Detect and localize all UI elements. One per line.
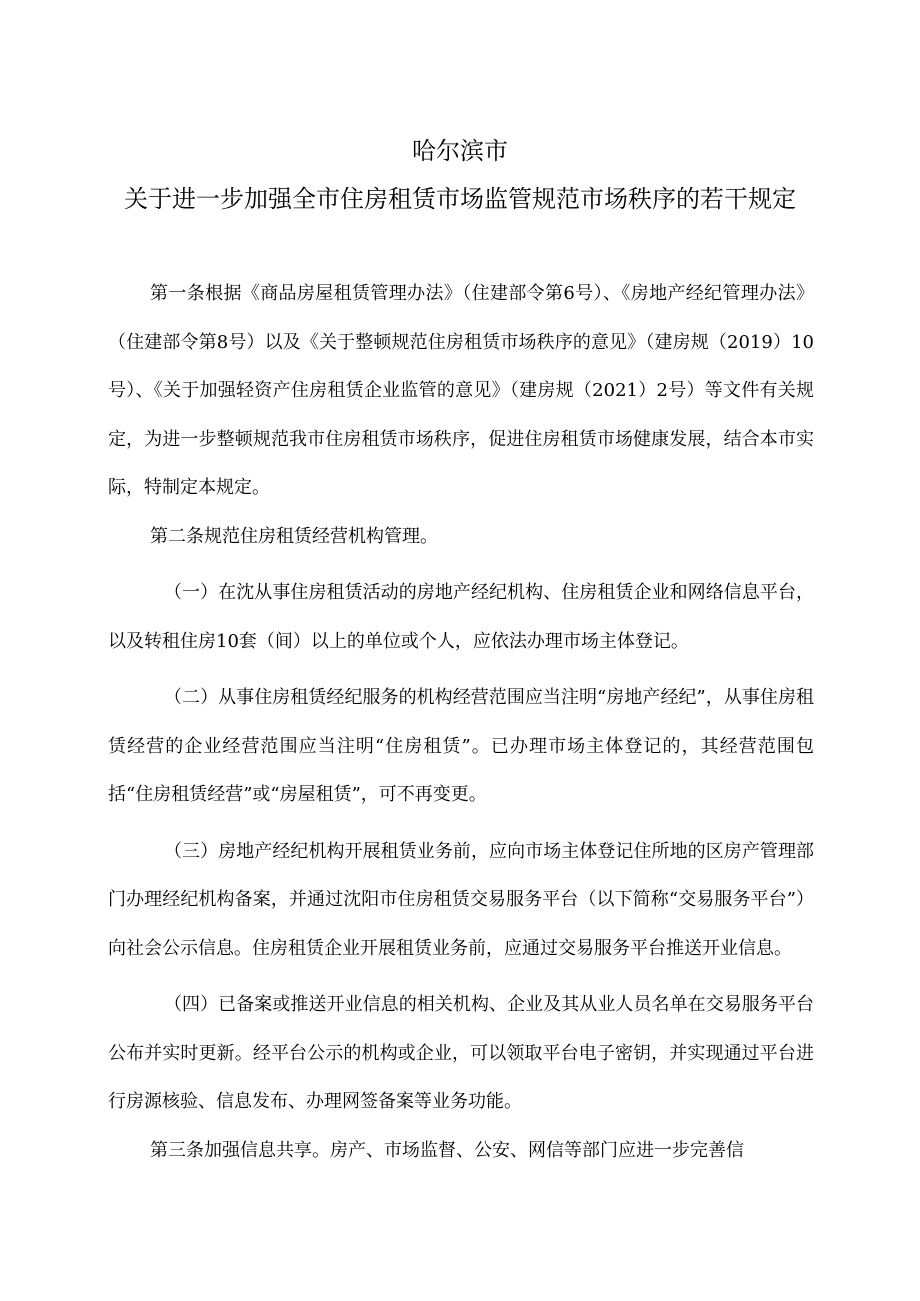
document-body: [108, 270, 814, 1175]
article-2-item-4: （四）已备案或推送开业信息的相关机构、企业及其从业人员名单在交易服务平台公布并实时更新。经平台公示的机构或企业，可以领取平台电子密钥，并实现通过平台进行房源核验、信息发布、办理网签备案等业务功能。: [108, 994, 814, 1112]
article-2-item-1: （一）在沈从事住房租赁活动的房地产经纪机构、住房租赁企业和网络信息平台，以及转租住房10套（间）以上的单位或个人，应依法办理市场主体登记。: [108, 582, 814, 652]
article-3-paragraph: 第三条加强信息共享。房产、市场监督、公安、网信等部门应进一步完善信: [150, 1139, 744, 1161]
article-2-item-3: （三）房地产经纪机构开展租赁业务前，应向市场主体登记住所地的区房产管理部门办理经纪机构备案，并通过沈阳市住房租赁交易服务平台（以下简称“交易服务平台”）向社会公示信息。住房租赁企业开展租赁业务前，应通过交易服务平台推送开业信息。: [108, 840, 814, 959]
article-1-paragraph: 第一条根据《商品房屋租赁管理办法》（住建部令第6号）、《房地产经纪管理办法》（住建部令第8号）以及《关于整顿规范住房租赁市场秩序的意见》（建房规（2019）10号）、《关于加强轻资产住房租赁企业监管的意见》（建房规（2021）2号）等文件有关规定，为进一步整顿规范我市住房租赁市场秩序，促进住房租赁市场健康发展，结合本市实际，特制定本规定。: [108, 283, 814, 498]
document-title: 关于进一步加强全市住房租赁市场监管规范市场秩序的若干规定: [124, 185, 796, 213]
article-2-item-2: （二）从事住房租赁经纪服务的机构经营范围应当注明“房地产经纪”，从事住房租赁经营的企业经营范围应当注明“住房租赁”。已办理市场主体登记的，其经营范围包括“住房租赁经营”或“房屋租赁”，可不再变更。: [108, 687, 814, 805]
document-title-city: 哈尔滨市: [412, 137, 508, 165]
article-2-paragraph: 第二条规范住房租赁经营机构管理。: [150, 525, 438, 547]
